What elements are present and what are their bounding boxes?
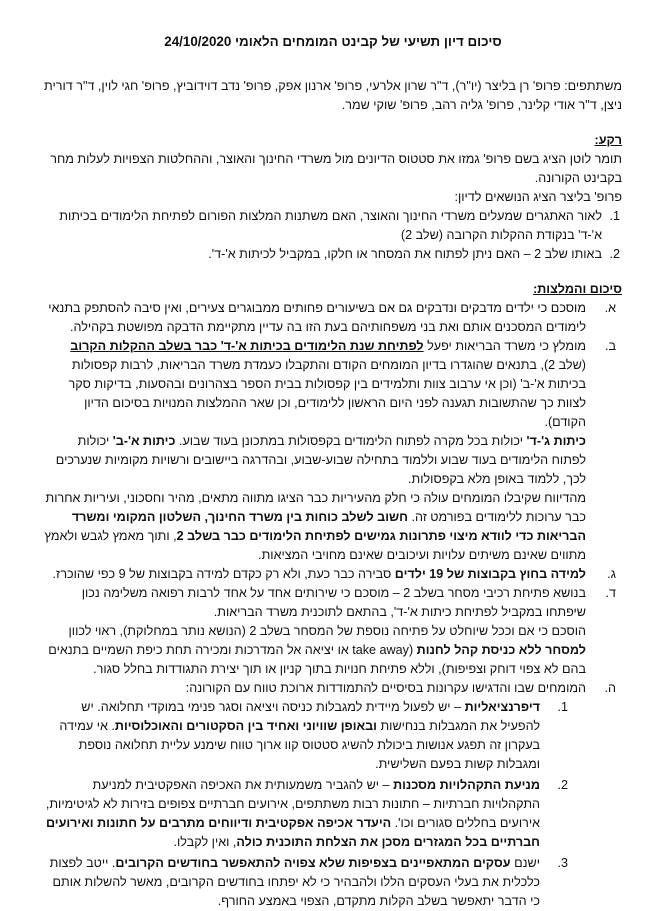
- list-item: [44, 207, 622, 245]
- participants-paragraph: משתתפים: פרופ' רן בליצר (יו"ר), ד"ר שרון אלרעי, פרופ' ארנון אפק, פרופ' נדב דוידוביץ, פרופ' חגי לוין, ד"ר דורית ניצן, ד"ר אודי קלינר, פרופ' גליה רהב, פרופ' שוקי שמר.: [44, 79, 622, 112]
- text-run: , ותוך מאמץ לגבש ולאמץ מתווים שאינם משיתים עלויות ועיכובים שאינם מחויבי המציאות.: [44, 529, 586, 562]
- list-item: [44, 698, 572, 774]
- list-marker: 2.: [557, 778, 568, 792]
- list-marker: ה.: [604, 681, 616, 695]
- list-marker: 1.: [557, 700, 568, 714]
- emphasis-text: עסקים המתאפיינים בצפיפות שלא צפויה להתאפשר בחודשים הקרובים: [115, 856, 511, 870]
- text-run: יכולות בכל מקרה לפתוח הלימודים בקפסולות במתכונן בעוד שבוע.: [175, 434, 527, 448]
- discussion-topics-list: [44, 207, 622, 264]
- emphasis-text: חשוב לשלב כוחות בין משרד החינוך, השלטון המקומי ומשרד הבריאות כדי לוודא מיצוי פתרונות גמישים לפתיחת הלימודים כבר בשלב 2: [71, 510, 586, 543]
- list-item: [44, 245, 622, 264]
- recommendation-b-paragraph-2: [44, 432, 586, 489]
- text-run: מהדיווח שקיבלו המומחים עולה כי חלק מהעיריות כבר הציגו מתווה מתאים, מהיר וחסכוני, ועיריות אחרות כבר ערוכות ללימודים בפורמט זה.: [45, 491, 586, 524]
- background-paragraph-1: תומר לוטן הציג בשם פרופ' גמזו את סטטוס הדיונים מול משרדי החינוך והאוצר, וההחלטות הצפויות לעלות מחר בקבינט הקורונה.: [50, 152, 622, 185]
- recommendation-b-paragraph-3: [44, 489, 586, 565]
- principles-list: [44, 698, 586, 911]
- text-run: (take away או יציאה אל המדרכות ומכירה תחת כיפת השמיים בתנאים בהם לא צפוי דוחק וצפיפות), וללא פתיחת חנויות בתוך קניון או תוך יצירת התגודדות בחלל סגור.: [48, 643, 586, 676]
- emphasis-text: כיתות ג'-ד': [526, 434, 586, 448]
- list-item: [44, 776, 572, 852]
- emphasis-text: דיפרנציאליות: [464, 700, 540, 714]
- text-run: . אי עמידה בעקרון זה תפגע אנושות ביכולת להשיג סטטוס קוו ארוך טווח שימנע עליית תחלואה נוספת ומגבלות קשות בפעם השלישית.: [59, 719, 540, 771]
- recommendation-b-paragraph-1: [44, 337, 586, 432]
- text-run: מומלץ כי משרד הבריאות יפעל: [423, 339, 586, 353]
- list-item: [44, 679, 622, 911]
- text-run: . ייטב לפצות כלכלית את בעלי העסקים הללו ולהבהיר כי לא יפתחו בחודשים הקרובים, מאשר להשלות אותם כי הדבר יתאפשר בשלב הקלות מתקדם, הצפוי באמצע החורף.: [49, 856, 540, 908]
- emphasis-text: מניעת התקהלויות מסכנות: [393, 778, 540, 792]
- recommendation-d-paragraph-2: [44, 622, 586, 679]
- emphasis-text: למסחר ללא כניסת קהל לחנות: [416, 643, 586, 657]
- list-marker: 1.: [609, 209, 620, 223]
- text-run: – יש לפעול מיידית למגבלות כניסה ויציאה וסגר פנימי במוקדי תחלואה. יש להפעיל את המגבלות בנחישות: [81, 700, 540, 733]
- list-item-text: מוסכם כי ילדים מדבקים ונדבקים גם אם בשיעורים פחותים ממבוגרים צעירים, ואין סיבה להסתפק בתנאי לימודים המסכנים אותם ואת בני משפחותיהם בעת הזו בה עדיין מתקיימת הדבקה מפושטת בקהילה.: [48, 301, 586, 334]
- background-paragraph-2: פרופ' בליצר הציג הנושאים לדיון:: [454, 190, 622, 204]
- list-item: [44, 337, 622, 565]
- emphasis-text: ובאופן שוויוני ואחיד בין הסקטורים והאוכלוסיות: [114, 719, 377, 733]
- recommendations-list: [44, 299, 622, 911]
- text-run: (שלב 2), בתנאים שהוגדרו בדיון המומחים הקודם והתקבלו כעמדת משרד הבריאות, לרבות קפסולות בכיתות א'-ב' (וכן אי ערבוב צוות ותלמידים בין קפסולות בבית הספר בצהרונים ובהסעות, בדיקות סקר לצוות כך שהתשובות תגענה לפני היום הראשון ללימודים, וכן שאר ההמלצות המנויות בסיכום הדיון הקודם).: [68, 358, 586, 429]
- text-run: ישנם: [510, 856, 540, 870]
- list-item: [44, 299, 622, 337]
- summary-section: [44, 280, 622, 911]
- list-item: [44, 854, 572, 911]
- emphasis-text: למידה בחוץ בקבוצות של 19 ילדים: [394, 567, 586, 581]
- text-run: , ואין לקבלו.: [173, 835, 237, 849]
- list-marker: 3.: [557, 856, 568, 870]
- list-marker: ג.: [607, 567, 616, 581]
- background-section: [44, 131, 622, 264]
- text-run: – יש להגביר משמעותית את האכיפה האפקטיבית למניעת התקהלויות חברתיות – חתונות רבות משתתפים, אירועים חברתיים צפופים בזירות לא לגיטימיות, אירועים בחללים סגורים וכו'.: [45, 778, 540, 830]
- text-run: סבירה כבר כעת, ולא רק כקדם למידה בקבוצות של 9 כפי שהוכרז.: [52, 567, 395, 581]
- list-item-text: לאור האתגרים שמעלים משרדי החינוך והאוצר, האם משתנות המלצות הפורום לפתיחת הלימודים בכיתות א'-ד' בנקודת ההקלות הקרובה (שלב 2): [59, 209, 602, 242]
- recommendation-e-intro: המומחים שבו והדגישו עקרונות בסיסיים להתמודדות ארוכת טווח עם הקורונה:: [185, 681, 586, 695]
- list-item: [44, 565, 622, 584]
- list-marker: ב.: [604, 339, 616, 353]
- list-item-text: באותו שלב 2 – האם ניתן לפתוח את המסחר או חלקו, במקביל לכיתות א'-ד'.: [208, 247, 602, 261]
- document-title: סיכום דיון תשיעי של קבינט המומחים הלאומי 24/10/2020: [164, 34, 502, 49]
- emphasis-text: היעדר אכיפה אפקטיבית ודיווחים מתרבים על חתונות ואירועים חברתיים בכל המגזרים מסכן את הצלחת התוכנית כולה: [45, 816, 540, 849]
- background-heading: רקע:: [594, 133, 622, 147]
- emphasis-text: לפתיחת שנת הלימודים בכיתות א'-ד' כבר בשלב ההקלות הקרוב: [70, 339, 424, 353]
- list-marker: א.: [604, 301, 616, 315]
- text-run: יכולות לפתוח הלימודים בעוד שבוע וללמוד בתחילה שבוע-שבוע, ובהדרגה ביישובים ורשויות מקומיות שנערכים לכך, ללמוד באופן מלא בקפסולות.: [55, 434, 586, 486]
- summary-heading: סיכום והמלצות:: [533, 282, 622, 296]
- list-item: [44, 584, 622, 679]
- text-run: הוסכם כי אם וככל שיוחלט על פתיחה נוספת של המסחר בשלב 2 (הנושא נותר במחלוקת), ראוי לכוון: [68, 624, 586, 638]
- recommendation-d-paragraph-1: בנושא פתיחת רכיבי מסחר בשלב 2 – מוסכם כי שירותים אחד על אחד לרבות רפואה משלימה נכון שיפתחו במקביל לפתיחת כיתות א'-ד', בהתאם לתוכנית משרד הבריאות.: [81, 586, 586, 619]
- emphasis-text: כיתות א'-ב': [112, 434, 176, 448]
- list-marker: ד.: [605, 586, 616, 600]
- list-marker: 2.: [609, 247, 620, 261]
